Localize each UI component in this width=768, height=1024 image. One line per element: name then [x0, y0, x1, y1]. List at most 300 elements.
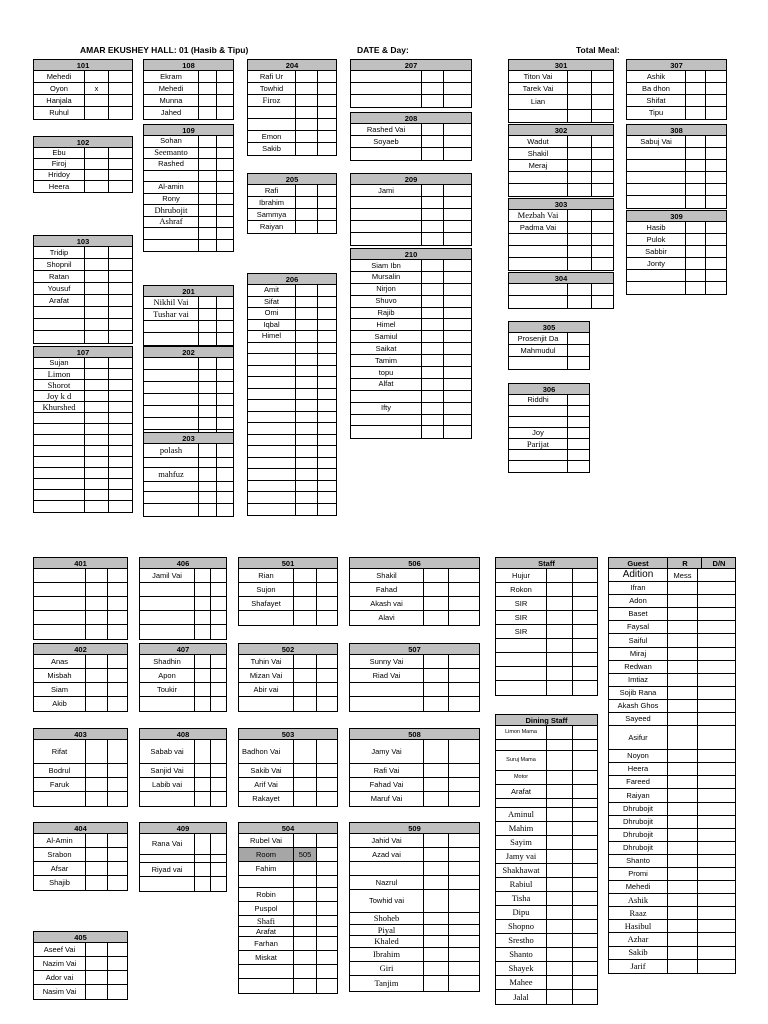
meal-count-cell[interactable]	[317, 131, 336, 142]
meal-count-cell[interactable]	[85, 943, 107, 956]
meal-count-cell[interactable]	[423, 655, 448, 668]
meal-count-cell[interactable]	[546, 740, 572, 750]
guest-r-cell[interactable]	[667, 582, 697, 594]
meal-count-cell[interactable]	[216, 194, 233, 205]
meal-count-cell[interactable]	[295, 481, 317, 492]
meal-count-cell[interactable]	[84, 413, 108, 423]
meal-count-cell[interactable]	[572, 864, 597, 877]
meal-count-cell[interactable]	[423, 962, 448, 975]
meal-count-cell[interactable]	[567, 461, 589, 472]
meal-count-cell[interactable]	[546, 962, 572, 975]
meal-count-cell[interactable]	[210, 611, 226, 624]
guest-dn-cell[interactable]	[697, 661, 735, 673]
meal-count-cell[interactable]	[448, 583, 479, 596]
meal-count-cell[interactable]	[423, 925, 448, 935]
meal-count-cell[interactable]	[591, 83, 613, 94]
meal-count-cell[interactable]	[295, 423, 317, 434]
meal-count-cell[interactable]	[317, 458, 336, 469]
meal-count-cell[interactable]	[216, 492, 233, 503]
meal-count-cell[interactable]	[423, 697, 448, 711]
meal-count-cell[interactable]	[448, 740, 479, 763]
guest-dn-cell[interactable]	[697, 648, 735, 660]
meal-count-cell[interactable]	[293, 583, 316, 596]
meal-count-cell[interactable]	[316, 902, 337, 915]
meal-count-cell[interactable]	[198, 504, 216, 516]
meal-count-cell[interactable]	[85, 625, 107, 639]
meal-count-cell[interactable]	[423, 848, 448, 861]
meal-count-cell[interactable]	[317, 492, 336, 503]
meal-count-cell[interactable]	[705, 222, 726, 233]
meal-count-cell[interactable]	[84, 369, 108, 379]
meal-count-cell[interactable]	[295, 366, 317, 377]
guest-dn-cell[interactable]	[697, 881, 735, 893]
meal-count-cell[interactable]	[316, 888, 337, 901]
meal-count-cell[interactable]	[572, 569, 597, 582]
meal-count-cell[interactable]	[107, 583, 127, 596]
meal-count-cell[interactable]	[316, 937, 337, 950]
meal-count-cell[interactable]	[317, 119, 336, 130]
meal-count-cell[interactable]	[317, 481, 336, 492]
meal-count-cell[interactable]	[316, 764, 337, 777]
meal-count-cell[interactable]	[443, 260, 471, 271]
meal-count-cell[interactable]	[572, 583, 597, 596]
meal-count-cell[interactable]	[572, 934, 597, 947]
meal-count-cell[interactable]	[84, 247, 108, 258]
meal-count-cell[interactable]	[591, 284, 613, 295]
meal-count-cell[interactable]	[210, 625, 226, 639]
meal-count-cell[interactable]	[216, 444, 233, 457]
meal-count-cell[interactable]	[448, 976, 479, 991]
meal-count-cell[interactable]: 505	[293, 848, 316, 861]
guest-dn-cell[interactable]	[697, 868, 735, 880]
guest-dn-cell[interactable]	[697, 750, 735, 762]
meal-count-cell[interactable]	[567, 184, 591, 196]
meal-count-cell[interactable]	[448, 834, 479, 847]
meal-count-cell[interactable]	[316, 740, 337, 763]
meal-count-cell[interactable]	[546, 920, 572, 933]
meal-count-cell[interactable]	[108, 501, 132, 512]
meal-count-cell[interactable]	[421, 296, 443, 307]
meal-count-cell[interactable]	[572, 597, 597, 610]
meal-count-cell[interactable]	[295, 400, 317, 411]
meal-count-cell[interactable]	[443, 209, 471, 220]
meal-count-cell[interactable]	[198, 358, 216, 369]
meal-count-cell[interactable]	[316, 862, 337, 875]
meal-count-cell[interactable]	[107, 876, 127, 890]
meal-count-cell[interactable]	[448, 611, 479, 625]
meal-count-cell[interactable]	[295, 221, 317, 233]
meal-count-cell[interactable]	[107, 971, 127, 984]
meal-count-cell[interactable]	[546, 850, 572, 863]
meal-count-cell[interactable]	[591, 184, 613, 196]
meal-count-cell[interactable]	[448, 962, 479, 975]
meal-count-cell[interactable]	[295, 297, 317, 308]
meal-count-cell[interactable]	[293, 740, 316, 763]
meal-count-cell[interactable]	[546, 822, 572, 835]
meal-count-cell[interactable]	[293, 792, 316, 806]
meal-count-cell[interactable]	[448, 848, 479, 861]
guest-r-cell[interactable]	[667, 842, 697, 854]
meal-count-cell[interactable]	[546, 726, 572, 739]
meal-count-cell[interactable]	[546, 771, 572, 784]
meal-count-cell[interactable]	[572, 906, 597, 919]
meal-count-cell[interactable]	[316, 697, 337, 711]
meal-count-cell[interactable]	[295, 209, 317, 220]
meal-count-cell[interactable]	[316, 583, 337, 596]
meal-count-cell[interactable]	[216, 205, 233, 216]
meal-count-cell[interactable]	[198, 217, 216, 228]
meal-count-cell[interactable]	[293, 965, 316, 978]
meal-count-cell[interactable]	[216, 458, 233, 467]
meal-count-cell[interactable]	[295, 83, 317, 94]
meal-count-cell[interactable]	[210, 683, 226, 696]
guest-dn-cell[interactable]	[697, 947, 735, 959]
meal-count-cell[interactable]	[317, 143, 336, 155]
meal-count-cell[interactable]	[316, 916, 337, 926]
meal-count-cell[interactable]	[293, 979, 316, 993]
meal-count-cell[interactable]	[316, 778, 337, 791]
meal-count-cell[interactable]	[107, 655, 127, 668]
meal-count-cell[interactable]	[295, 119, 317, 130]
meal-count-cell[interactable]	[567, 71, 591, 82]
meal-count-cell[interactable]	[546, 990, 572, 1004]
meal-count-cell[interactable]	[85, 834, 107, 847]
meal-count-cell[interactable]	[423, 569, 448, 582]
guest-dn-cell[interactable]	[697, 621, 735, 633]
meal-count-cell[interactable]	[421, 367, 443, 378]
meal-count-cell[interactable]	[546, 583, 572, 596]
meal-count-cell[interactable]	[685, 234, 705, 245]
meal-count-cell[interactable]	[84, 181, 108, 192]
guest-dn-cell[interactable]	[697, 582, 735, 594]
meal-count-cell[interactable]	[567, 333, 589, 344]
guest-r-cell[interactable]	[667, 816, 697, 828]
meal-count-cell[interactable]	[423, 976, 448, 991]
meal-count-cell[interactable]	[705, 83, 726, 94]
guest-dn-cell[interactable]	[697, 960, 735, 973]
meal-count-cell[interactable]	[295, 143, 317, 155]
meal-count-cell[interactable]	[210, 597, 226, 610]
meal-count-cell[interactable]	[443, 221, 471, 232]
meal-count-cell[interactable]	[210, 569, 226, 582]
meal-count-cell[interactable]	[107, 569, 127, 582]
meal-count-cell[interactable]	[198, 492, 216, 503]
guest-dn-cell[interactable]	[697, 595, 735, 607]
meal-count-cell[interactable]	[84, 468, 108, 478]
meal-count-cell[interactable]	[316, 792, 337, 806]
meal-count-cell[interactable]	[84, 490, 108, 500]
meal-count-cell[interactable]	[591, 95, 613, 109]
guest-r-cell[interactable]	[667, 960, 697, 973]
meal-count-cell[interactable]: x	[84, 83, 108, 94]
guest-r-cell[interactable]	[667, 661, 697, 673]
meal-count-cell[interactable]	[84, 148, 108, 158]
meal-count-cell[interactable]	[198, 95, 216, 106]
meal-count-cell[interactable]	[443, 95, 471, 107]
meal-count-cell[interactable]	[546, 569, 572, 582]
guest-r-cell[interactable]	[667, 713, 697, 725]
meal-count-cell[interactable]	[317, 446, 336, 457]
meal-count-cell[interactable]	[216, 148, 233, 159]
meal-count-cell[interactable]	[293, 937, 316, 950]
meal-count-cell[interactable]	[423, 597, 448, 610]
meal-count-cell[interactable]	[216, 321, 233, 332]
meal-count-cell[interactable]	[317, 285, 336, 296]
guest-r-cell[interactable]	[667, 608, 697, 620]
guest-r-cell[interactable]	[667, 920, 697, 932]
meal-count-cell[interactable]	[84, 283, 108, 294]
meal-count-cell[interactable]	[210, 655, 226, 668]
meal-count-cell[interactable]	[443, 379, 471, 390]
meal-count-cell[interactable]	[546, 639, 572, 652]
meal-count-cell[interactable]	[198, 148, 216, 159]
meal-count-cell[interactable]	[84, 271, 108, 282]
meal-count-cell[interactable]	[317, 389, 336, 400]
meal-count-cell[interactable]	[293, 927, 316, 936]
meal-count-cell[interactable]	[295, 458, 317, 469]
meal-count-cell[interactable]	[705, 136, 726, 147]
guest-r-cell[interactable]: Mess	[667, 569, 697, 581]
guest-r-cell[interactable]	[667, 726, 697, 749]
meal-count-cell[interactable]	[295, 285, 317, 296]
meal-count-cell[interactable]	[546, 948, 572, 961]
meal-count-cell[interactable]	[194, 778, 210, 791]
meal-count-cell[interactable]	[198, 205, 216, 216]
meal-count-cell[interactable]	[567, 83, 591, 94]
meal-count-cell[interactable]	[85, 764, 107, 777]
meal-count-cell[interactable]	[421, 197, 443, 208]
meal-count-cell[interactable]	[591, 258, 613, 270]
meal-count-cell[interactable]	[448, 655, 479, 668]
meal-count-cell[interactable]	[84, 358, 108, 368]
meal-count-cell[interactable]	[107, 943, 127, 956]
meal-count-cell[interactable]	[421, 71, 443, 82]
meal-count-cell[interactable]	[84, 159, 108, 169]
meal-count-cell[interactable]	[567, 345, 589, 356]
meal-count-cell[interactable]	[317, 83, 336, 94]
meal-count-cell[interactable]	[108, 479, 132, 489]
meal-count-cell[interactable]	[591, 110, 613, 122]
meal-count-cell[interactable]	[546, 799, 572, 807]
meal-count-cell[interactable]	[317, 71, 336, 82]
meal-count-cell[interactable]	[567, 258, 591, 270]
meal-count-cell[interactable]	[108, 446, 132, 456]
meal-count-cell[interactable]	[84, 95, 108, 106]
meal-count-cell[interactable]	[591, 296, 613, 308]
meal-count-cell[interactable]	[591, 172, 613, 183]
meal-count-cell[interactable]	[317, 366, 336, 377]
meal-count-cell[interactable]	[443, 284, 471, 295]
meal-count-cell[interactable]	[108, 369, 132, 379]
meal-count-cell[interactable]	[685, 246, 705, 257]
meal-count-cell[interactable]	[198, 333, 216, 345]
meal-count-cell[interactable]	[216, 468, 233, 481]
meal-count-cell[interactable]	[421, 415, 443, 426]
meal-count-cell[interactable]	[198, 194, 216, 205]
meal-count-cell[interactable]	[194, 569, 210, 582]
meal-count-cell[interactable]	[198, 468, 216, 481]
guest-dn-cell[interactable]	[697, 674, 735, 686]
guest-r-cell[interactable]	[667, 674, 697, 686]
guest-dn-cell[interactable]	[697, 816, 735, 828]
guest-r-cell[interactable]	[667, 803, 697, 815]
meal-count-cell[interactable]	[198, 444, 216, 457]
meal-count-cell[interactable]	[317, 95, 336, 106]
meal-count-cell[interactable]	[194, 764, 210, 777]
meal-count-cell[interactable]	[685, 184, 705, 195]
meal-count-cell[interactable]	[443, 272, 471, 283]
meal-count-cell[interactable]	[421, 260, 443, 271]
meal-count-cell[interactable]	[216, 418, 233, 429]
meal-count-cell[interactable]	[293, 697, 316, 711]
meal-count-cell[interactable]	[423, 792, 448, 806]
meal-count-cell[interactable]	[546, 653, 572, 666]
meal-count-cell[interactable]	[293, 611, 316, 625]
meal-count-cell[interactable]	[317, 504, 336, 516]
meal-count-cell[interactable]	[572, 625, 597, 638]
meal-count-cell[interactable]	[423, 764, 448, 777]
meal-count-cell[interactable]	[685, 222, 705, 233]
meal-count-cell[interactable]	[317, 354, 336, 365]
meal-count-cell[interactable]	[567, 110, 591, 122]
meal-count-cell[interactable]	[705, 160, 726, 171]
meal-count-cell[interactable]	[567, 450, 589, 460]
meal-count-cell[interactable]	[685, 148, 705, 159]
meal-count-cell[interactable]	[423, 876, 448, 889]
meal-count-cell[interactable]	[448, 697, 479, 711]
meal-count-cell[interactable]	[705, 184, 726, 195]
guest-dn-cell[interactable]	[697, 726, 735, 749]
meal-count-cell[interactable]	[421, 284, 443, 295]
meal-count-cell[interactable]	[567, 210, 591, 221]
meal-count-cell[interactable]	[108, 247, 132, 258]
meal-count-cell[interactable]	[194, 683, 210, 696]
meal-count-cell[interactable]	[317, 400, 336, 411]
meal-count-cell[interactable]	[316, 848, 337, 861]
meal-count-cell[interactable]	[108, 457, 132, 467]
meal-count-cell[interactable]	[421, 136, 443, 147]
meal-count-cell[interactable]	[107, 625, 127, 639]
meal-count-cell[interactable]	[591, 234, 613, 245]
meal-count-cell[interactable]	[108, 402, 132, 412]
meal-count-cell[interactable]	[443, 355, 471, 366]
meal-count-cell[interactable]	[198, 482, 216, 491]
meal-count-cell[interactable]	[216, 228, 233, 239]
meal-count-cell[interactable]	[108, 413, 132, 423]
meal-count-cell[interactable]	[216, 71, 233, 82]
meal-count-cell[interactable]	[216, 358, 233, 369]
guest-dn-cell[interactable]	[697, 789, 735, 801]
meal-count-cell[interactable]	[194, 625, 210, 639]
meal-count-cell[interactable]	[216, 394, 233, 405]
meal-count-cell[interactable]	[194, 855, 210, 862]
meal-count-cell[interactable]	[198, 406, 216, 417]
guest-r-cell[interactable]	[667, 907, 697, 919]
meal-count-cell[interactable]	[295, 185, 317, 196]
meal-count-cell[interactable]	[198, 182, 216, 193]
meal-count-cell[interactable]	[85, 569, 107, 582]
meal-count-cell[interactable]	[293, 951, 316, 964]
guest-dn-cell[interactable]	[697, 700, 735, 712]
meal-count-cell[interactable]	[84, 319, 108, 330]
meal-count-cell[interactable]	[705, 95, 726, 106]
meal-count-cell[interactable]	[448, 948, 479, 961]
meal-count-cell[interactable]	[194, 740, 210, 763]
meal-count-cell[interactable]	[293, 597, 316, 610]
meal-count-cell[interactable]	[572, 822, 597, 835]
meal-count-cell[interactable]	[316, 834, 337, 847]
meal-count-cell[interactable]	[216, 297, 233, 308]
meal-count-cell[interactable]	[84, 501, 108, 512]
meal-count-cell[interactable]	[198, 136, 216, 147]
meal-count-cell[interactable]	[567, 234, 591, 245]
meal-count-cell[interactable]	[295, 446, 317, 457]
meal-count-cell[interactable]	[85, 848, 107, 861]
meal-count-cell[interactable]	[572, 976, 597, 989]
meal-count-cell[interactable]	[84, 391, 108, 401]
meal-count-cell[interactable]	[685, 282, 705, 294]
meal-count-cell[interactable]	[591, 160, 613, 171]
meal-count-cell[interactable]	[295, 95, 317, 106]
meal-count-cell[interactable]	[216, 406, 233, 417]
meal-count-cell[interactable]	[295, 308, 317, 319]
meal-count-cell[interactable]	[572, 785, 597, 798]
meal-count-cell[interactable]	[210, 792, 226, 806]
meal-count-cell[interactable]	[293, 683, 316, 696]
guest-r-cell[interactable]	[667, 776, 697, 788]
meal-count-cell[interactable]	[546, 667, 572, 680]
meal-count-cell[interactable]	[317, 297, 336, 308]
meal-count-cell[interactable]	[198, 240, 216, 252]
meal-count-cell[interactable]	[421, 83, 443, 94]
meal-count-cell[interactable]	[293, 888, 316, 901]
meal-count-cell[interactable]	[295, 354, 317, 365]
meal-count-cell[interactable]	[108, 391, 132, 401]
meal-count-cell[interactable]	[567, 428, 589, 438]
meal-count-cell[interactable]	[85, 597, 107, 610]
meal-count-cell[interactable]	[84, 307, 108, 318]
meal-count-cell[interactable]	[295, 435, 317, 446]
meal-count-cell[interactable]	[705, 270, 726, 281]
meal-count-cell[interactable]	[198, 107, 216, 119]
meal-count-cell[interactable]	[705, 258, 726, 269]
meal-count-cell[interactable]	[567, 222, 591, 233]
guest-r-cell[interactable]	[667, 595, 697, 607]
meal-count-cell[interactable]	[108, 159, 132, 169]
meal-count-cell[interactable]	[295, 469, 317, 480]
meal-count-cell[interactable]	[546, 878, 572, 891]
meal-count-cell[interactable]	[210, 740, 226, 763]
meal-count-cell[interactable]	[421, 403, 443, 414]
meal-count-cell[interactable]	[421, 185, 443, 196]
meal-count-cell[interactable]	[84, 446, 108, 456]
meal-count-cell[interactable]	[421, 209, 443, 220]
meal-count-cell[interactable]	[84, 479, 108, 489]
meal-count-cell[interactable]	[108, 271, 132, 282]
meal-count-cell[interactable]	[423, 683, 448, 696]
meal-count-cell[interactable]	[546, 836, 572, 849]
meal-count-cell[interactable]	[216, 309, 233, 320]
meal-count-cell[interactable]	[705, 107, 726, 119]
meal-count-cell[interactable]	[705, 282, 726, 294]
meal-count-cell[interactable]	[317, 185, 336, 196]
guest-dn-cell[interactable]	[697, 920, 735, 932]
meal-count-cell[interactable]	[421, 272, 443, 283]
meal-count-cell[interactable]	[295, 389, 317, 400]
meal-count-cell[interactable]	[198, 394, 216, 405]
meal-count-cell[interactable]	[210, 863, 226, 876]
meal-count-cell[interactable]	[705, 172, 726, 183]
